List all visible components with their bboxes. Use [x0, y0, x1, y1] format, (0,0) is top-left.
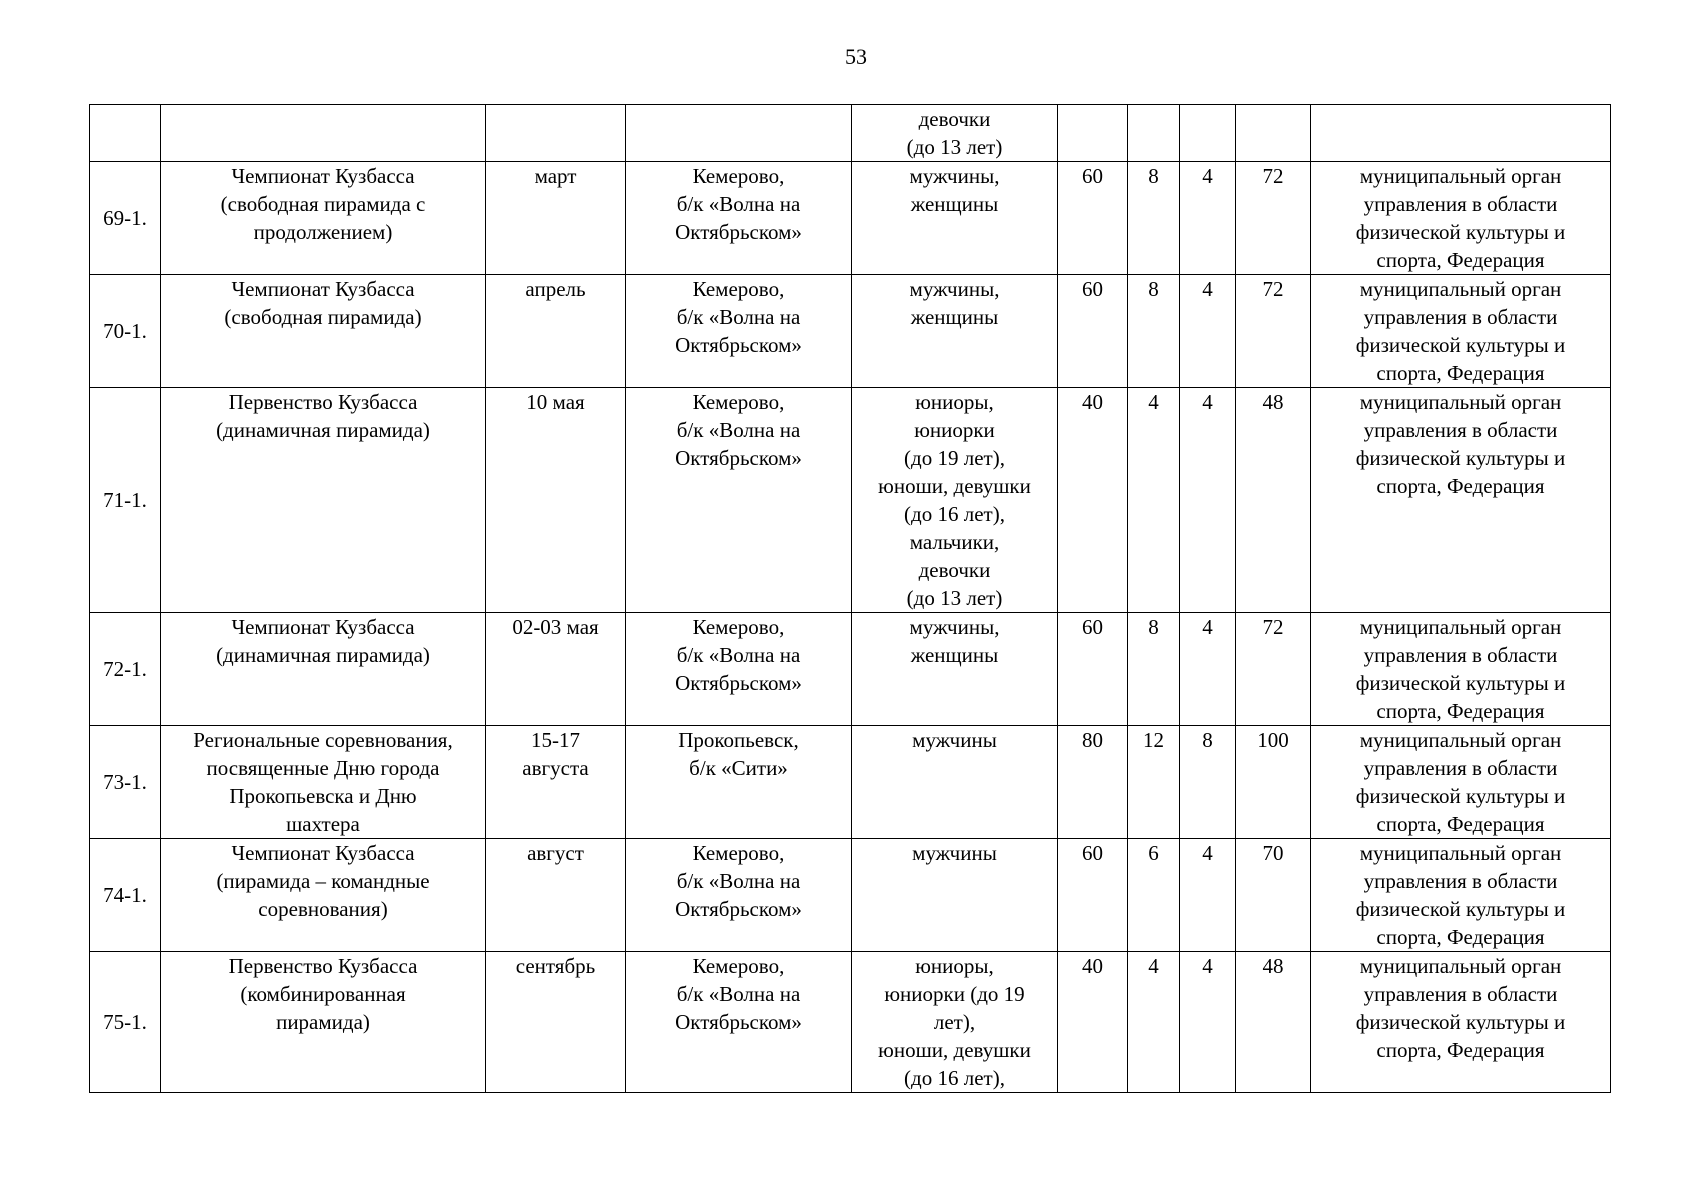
cell-text: 100 — [1257, 728, 1289, 752]
participants-cell — [852, 952, 1058, 1093]
count-3-cell — [1180, 388, 1236, 613]
cell-text: 4 — [1202, 277, 1213, 301]
cell-text-line: юноши, девушки — [878, 474, 1031, 498]
cell-text-line: сентябрь — [515, 954, 596, 978]
event-date-cell — [486, 388, 626, 613]
event-name-cell — [161, 613, 486, 726]
row-number-cell — [90, 839, 161, 952]
count-2-cell — [1128, 388, 1180, 613]
cell-text-line: женщины — [910, 192, 999, 216]
cell-text-line: (до 19 лет), — [904, 446, 1005, 470]
count-1-cell — [1058, 162, 1128, 275]
event-place-cell — [626, 952, 852, 1093]
cell-text: 71-1. — [103, 488, 147, 512]
cell-text-line: юниорки (до 19 — [884, 982, 1025, 1006]
event-date-cell — [486, 275, 626, 388]
count-3-cell — [1180, 726, 1236, 839]
cell-text-line: управления в области — [1363, 418, 1558, 442]
cell-text-line: юниорки — [914, 418, 995, 442]
count-1-cell — [1058, 726, 1128, 839]
organizer-cell — [1311, 162, 1611, 275]
cell-text-line: спорта, Федерация — [1376, 248, 1545, 272]
count-2-cell — [1128, 613, 1180, 726]
table-row — [90, 275, 1611, 388]
cell-text: 40 — [1082, 390, 1103, 414]
cell-text-line: спорта, Федерация — [1376, 1038, 1545, 1062]
total-cell — [1236, 162, 1311, 275]
cell-text: 4 — [1148, 390, 1159, 414]
cell-text-line: физической культуры и — [1355, 333, 1566, 357]
cell-text-line: Кемерово, — [692, 841, 785, 865]
table-row — [90, 105, 1611, 162]
event-name-cell — [161, 952, 486, 1093]
cell-text-line: лет), — [933, 1010, 976, 1034]
cell-text-line: продолжением) — [253, 220, 393, 244]
total-cell — [1236, 952, 1311, 1093]
organizer-cell — [1311, 839, 1611, 952]
count-3-cell — [1180, 275, 1236, 388]
count-1-cell — [1058, 952, 1128, 1093]
cell-text-line: шахтера — [286, 812, 360, 836]
row-number-cell — [90, 105, 161, 162]
event-name-cell — [161, 162, 486, 275]
cell-text: 4 — [1148, 954, 1159, 978]
cell-text-line: мужчины — [912, 728, 997, 752]
cell-text-line: физической культуры и — [1355, 897, 1566, 921]
cell-text-line: б/к «Волна на — [676, 982, 801, 1006]
event-place-cell — [626, 162, 852, 275]
cell-text: 4 — [1202, 615, 1213, 639]
organizer-cell — [1311, 726, 1611, 839]
cell-text-line: (свободная пирамида с — [220, 192, 426, 216]
cell-text: 80 — [1082, 728, 1103, 752]
total-cell — [1236, 275, 1311, 388]
organizer-cell — [1311, 105, 1611, 162]
cell-text-line: спорта, Федерация — [1376, 699, 1545, 723]
event-date-cell — [486, 839, 626, 952]
event-name-cell — [161, 275, 486, 388]
cell-text-line: юниоры, — [915, 954, 994, 978]
cell-text: 40 — [1082, 954, 1103, 978]
cell-text-line: Чемпионат Кузбасса — [231, 615, 415, 639]
cell-text-line: августа — [522, 756, 589, 780]
count-3-cell — [1180, 952, 1236, 1093]
count-2-cell — [1128, 275, 1180, 388]
cell-text: 72 — [1262, 615, 1284, 639]
event-date-cell — [486, 952, 626, 1093]
cell-text-line: спорта, Федерация — [1376, 812, 1545, 836]
cell-text: 8 — [1148, 615, 1159, 639]
total-cell — [1236, 613, 1311, 726]
cell-text-line: Кемерово, — [692, 164, 785, 188]
event-name-cell — [161, 105, 486, 162]
cell-text-line: муниципальный орган — [1359, 164, 1562, 188]
cell-text-line: девочки — [918, 558, 991, 582]
page-number: 53 — [845, 44, 867, 69]
row-number-cell — [90, 613, 161, 726]
event-place-cell — [626, 839, 852, 952]
cell-text-line: Прокопьевск, — [678, 728, 799, 752]
cell-text-line: управления в области — [1363, 192, 1558, 216]
cell-text: 69-1. — [103, 206, 147, 230]
row-number-cell — [90, 952, 161, 1093]
cell-text: 60 — [1082, 164, 1103, 188]
count-1-cell — [1058, 839, 1128, 952]
count-2-cell — [1128, 952, 1180, 1093]
participants-cell — [852, 162, 1058, 275]
cell-text: 73-1. — [103, 770, 147, 794]
cell-text-line: мужчины, — [909, 277, 1000, 301]
cell-text: 48 — [1262, 954, 1284, 978]
cell-text: 48 — [1262, 390, 1284, 414]
count-2-cell — [1128, 839, 1180, 952]
cell-text: 8 — [1148, 164, 1159, 188]
cell-text: 70-1. — [103, 319, 147, 343]
count-1-cell — [1058, 105, 1128, 162]
cell-text-line: физической культуры и — [1355, 1010, 1566, 1034]
participants-cell — [852, 613, 1058, 726]
cell-text: 4 — [1202, 390, 1213, 414]
cell-text-line: Кемерово, — [692, 615, 785, 639]
organizer-cell — [1311, 952, 1611, 1093]
cell-text-line: Первенство Кузбасса — [228, 954, 418, 978]
cell-text-line: 02-03 мая — [512, 615, 599, 639]
table-row — [90, 613, 1611, 726]
cell-text-line: мужчины — [912, 841, 997, 865]
event-date-cell — [486, 613, 626, 726]
cell-text-line: б/к «Волна на — [676, 305, 801, 329]
cell-text-line: (пирамида – командные — [216, 869, 430, 893]
cell-text-line: муниципальный орган — [1359, 615, 1562, 639]
event-name-cell — [161, 839, 486, 952]
cell-text-line: муниципальный орган — [1359, 841, 1562, 865]
cell-text-line: 10 мая — [526, 390, 585, 414]
row-number-cell — [90, 275, 161, 388]
count-2-cell — [1128, 105, 1180, 162]
cell-text-line: управления в области — [1363, 643, 1558, 667]
cell-text: 4 — [1202, 954, 1213, 978]
cell-text-line: юноши, девушки — [878, 1038, 1031, 1062]
count-2-cell — [1128, 162, 1180, 275]
cell-text-line: муниципальный орган — [1359, 277, 1562, 301]
cell-text-line: (до 13 лет) — [906, 586, 1003, 610]
cell-text: 72 — [1262, 277, 1284, 301]
cell-text-line: Октябрьском» — [675, 671, 802, 695]
cell-text-line: Региональные соревнования, — [193, 728, 453, 752]
cell-text-line: физической культуры и — [1355, 446, 1566, 470]
cell-text: 6 — [1148, 841, 1159, 865]
cell-text-line: (до 16 лет), — [904, 502, 1005, 526]
cell-text-line: пирамида) — [276, 1010, 370, 1034]
cell-text-line: юниоры, — [915, 390, 994, 414]
cell-text-line: (комбинированная — [240, 982, 406, 1006]
cell-text-line: Кемерово, — [692, 390, 785, 414]
organizer-cell — [1311, 388, 1611, 613]
cell-text-line: Первенство Кузбасса — [228, 390, 418, 414]
row-number-cell — [90, 388, 161, 613]
cell-text-line: (до 16 лет), — [904, 1066, 1005, 1090]
cell-text-line: Прокопьевска и Дню — [229, 784, 417, 808]
cell-text-line: соревнования) — [258, 897, 388, 921]
count-3-cell — [1180, 613, 1236, 726]
table-row — [90, 952, 1611, 1093]
cell-text-line: управления в области — [1363, 756, 1558, 780]
total-cell — [1236, 105, 1311, 162]
count-2-cell — [1128, 726, 1180, 839]
cell-text-line: муниципальный орган — [1359, 390, 1562, 414]
cell-text-line: (динамичная пирамида) — [216, 418, 430, 442]
participants-cell — [852, 275, 1058, 388]
cell-text-line: Октябрьском» — [675, 897, 802, 921]
cell-text-line: (до 13 лет) — [906, 135, 1003, 159]
cell-text-line: март — [534, 164, 577, 188]
event-place-cell — [626, 613, 852, 726]
cell-text-line: физической культуры и — [1355, 784, 1566, 808]
cell-text-line: б/к «Волна на — [676, 869, 801, 893]
cell-text-line: мужчины, — [909, 164, 1000, 188]
cell-text: 72-1. — [103, 657, 147, 681]
cell-text-line: Октябрьском» — [675, 446, 802, 470]
cell-text-line: Кемерово, — [692, 277, 785, 301]
organizer-cell — [1311, 275, 1611, 388]
cell-text-line: (динамичная пирамида) — [216, 643, 430, 667]
cell-text: 4 — [1202, 164, 1213, 188]
cell-text: 60 — [1082, 841, 1103, 865]
event-date-cell — [486, 105, 626, 162]
event-name-cell — [161, 726, 486, 839]
event-place-cell — [626, 105, 852, 162]
participants-cell — [852, 388, 1058, 613]
cell-text: 4 — [1202, 841, 1213, 865]
event-name-cell — [161, 388, 486, 613]
cell-text: 8 — [1202, 728, 1213, 752]
organizer-cell — [1311, 613, 1611, 726]
cell-text: 74-1. — [103, 883, 147, 907]
event-place-cell — [626, 388, 852, 613]
cell-text-line: (свободная пирамида) — [224, 305, 422, 329]
cell-text: 75-1. — [103, 1010, 147, 1034]
table-row — [90, 162, 1611, 275]
cell-text-line: спорта, Федерация — [1376, 361, 1545, 385]
participants-cell — [852, 839, 1058, 952]
cell-text: 70 — [1262, 841, 1284, 865]
cell-text: 60 — [1082, 277, 1103, 301]
cell-text: 60 — [1082, 615, 1103, 639]
table-row — [90, 388, 1611, 613]
cell-text-line: управления в области — [1363, 305, 1558, 329]
cell-text-line: б/к «Волна на — [676, 192, 801, 216]
event-place-cell — [626, 275, 852, 388]
cell-text-line: Октябрьском» — [675, 333, 802, 357]
cell-text-line: спорта, Федерация — [1376, 474, 1545, 498]
cell-text-line: Октябрьском» — [675, 1010, 802, 1034]
table-row — [90, 839, 1611, 952]
count-1-cell — [1058, 275, 1128, 388]
cell-text-line: август — [527, 841, 584, 865]
cell-text-line: физической культуры и — [1355, 220, 1566, 244]
table-row — [90, 726, 1611, 839]
cell-text-line: б/к «Сити» — [689, 756, 788, 780]
count-1-cell — [1058, 613, 1128, 726]
cell-text-line: Чемпионат Кузбасса — [231, 841, 415, 865]
event-date-cell — [486, 726, 626, 839]
cell-text-line: апрель — [525, 277, 586, 301]
cell-text: 72 — [1262, 164, 1284, 188]
cell-text-line: Чемпионат Кузбасса — [231, 164, 415, 188]
cell-text-line: управления в области — [1363, 869, 1558, 893]
total-cell — [1236, 839, 1311, 952]
cell-text-line: женщины — [910, 305, 999, 329]
cell-text: 8 — [1148, 277, 1159, 301]
cell-text-line: 15-17 — [531, 728, 580, 752]
cell-text-line: б/к «Волна на — [676, 418, 801, 442]
cell-text-line: муниципальный орган — [1359, 728, 1562, 752]
cell-text-line: Чемпионат Кузбасса — [231, 277, 415, 301]
participants-cell — [852, 726, 1058, 839]
cell-text-line: муниципальный орган — [1359, 954, 1562, 978]
cell-text-line: посвященные Дню города — [206, 756, 440, 780]
cell-text-line: Кемерово, — [692, 954, 785, 978]
count-3-cell — [1180, 839, 1236, 952]
event-date-cell — [486, 162, 626, 275]
table-body — [90, 105, 1611, 1093]
count-3-cell — [1180, 105, 1236, 162]
row-number-cell — [90, 162, 161, 275]
cell-text-line: спорта, Федерация — [1376, 925, 1545, 949]
count-3-cell — [1180, 162, 1236, 275]
row-number-cell — [90, 726, 161, 839]
cell-text-line: женщины — [910, 643, 999, 667]
cell-text-line: Октябрьском» — [675, 220, 802, 244]
cell-text-line: физической культуры и — [1355, 671, 1566, 695]
event-place-cell — [626, 726, 852, 839]
cell-text-line: мужчины, — [909, 615, 1000, 639]
cell-text-line: девочки — [918, 107, 991, 131]
total-cell — [1236, 388, 1311, 613]
participants-cell — [852, 105, 1058, 162]
count-1-cell — [1058, 388, 1128, 613]
cell-text-line: б/к «Волна на — [676, 643, 801, 667]
cell-text: 12 — [1143, 728, 1164, 752]
events-table — [89, 104, 1611, 1093]
cell-text-line: управления в области — [1363, 982, 1558, 1006]
total-cell — [1236, 726, 1311, 839]
cell-text-line: мальчики, — [909, 530, 1000, 554]
